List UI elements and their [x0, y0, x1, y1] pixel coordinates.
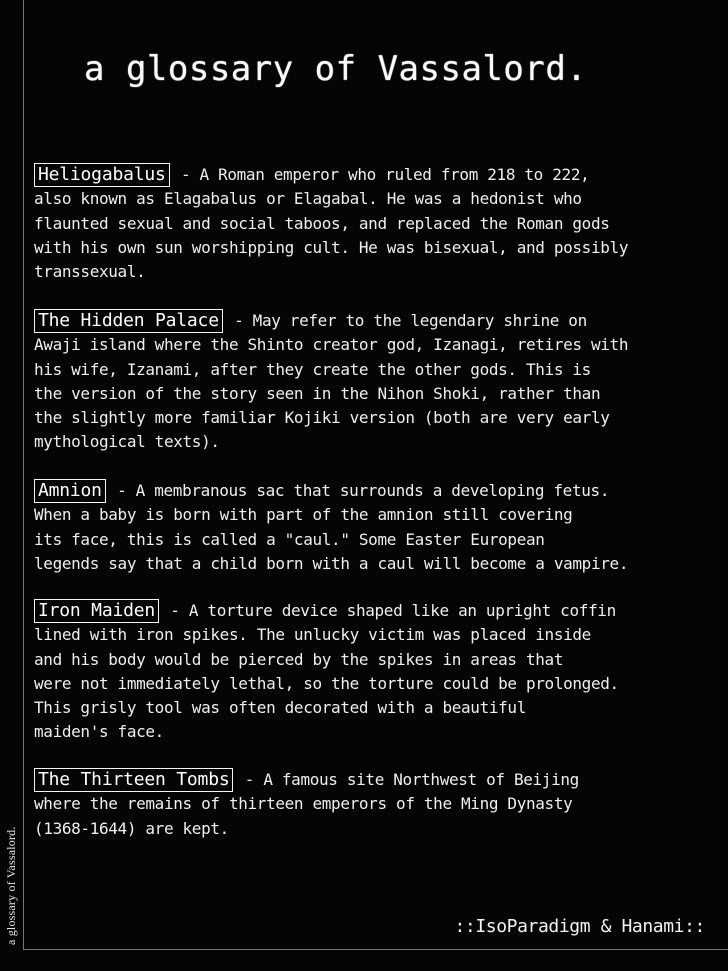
glossary-entry-iron-maiden	[34, 599, 714, 745]
left-border-line	[23, 0, 24, 949]
definition-iron-maiden: - A torture device shaped like an upright coffin lined with iron spikes. The unlucky victim was placed inside and his body would be pierced by the spikes in areas that were not immediately lethal, so the torture could be prolonged. This grisly tool was often decorated with a beautiful maiden's face.	[34, 601, 619, 742]
definition-thirteen-tombs: - A famous site Northwest of Beijing where the remains of thirteen emperors of the Ming Dynasty (1368-1644) are kept.	[34, 770, 579, 838]
vertical-caption: a glossary of Vassalord.	[4, 826, 18, 945]
page-title: a glossary of Vassalord.	[84, 49, 588, 89]
definition-heliogabalus: - A Roman emperor who ruled from 218 to 222, also known as Elagabalus or Elagabal. He was a hedonist who flaunted sexual and social taboos, and replaced the Roman gods with his own sun worshipping cult. He was bisexual, and possibly transsexual.	[34, 165, 629, 282]
definition-hidden-palace: - May refer to the legendary shrine on Awaji island where the Shinto creator god, Izanagi, retires with his wife, Izanami, after they create the other gods. This is the version of the story seen in the Nihon Shoki, rather than the slightly more familiar Kojiki version (both are very early mythological texts).	[34, 311, 629, 452]
definition-amnion: - A membranous sac that surrounds a developing fetus. When a baby is born with part of the amnion still covering its face, this is called a "caul." Some Easter European legends say that a child born with a caul will become a vampire.	[34, 481, 629, 573]
credits: ::IsoParadigm & Hanami::	[454, 916, 705, 937]
term-thirteen-tombs: The Thirteen Tombs	[34, 768, 233, 792]
glossary-entry-amnion	[34, 479, 714, 576]
term-heliogabalus: Heliogabalus	[34, 163, 170, 187]
term-amnion: Amnion	[34, 479, 106, 503]
term-hidden-palace: The Hidden Palace	[34, 309, 223, 333]
term-iron-maiden: Iron Maiden	[34, 599, 159, 623]
bottom-border-line	[23, 949, 728, 950]
glossary-entry-hidden-palace	[34, 309, 714, 455]
glossary-entry-thirteen-tombs	[34, 768, 714, 841]
glossary-entry-heliogabalus	[34, 163, 714, 284]
